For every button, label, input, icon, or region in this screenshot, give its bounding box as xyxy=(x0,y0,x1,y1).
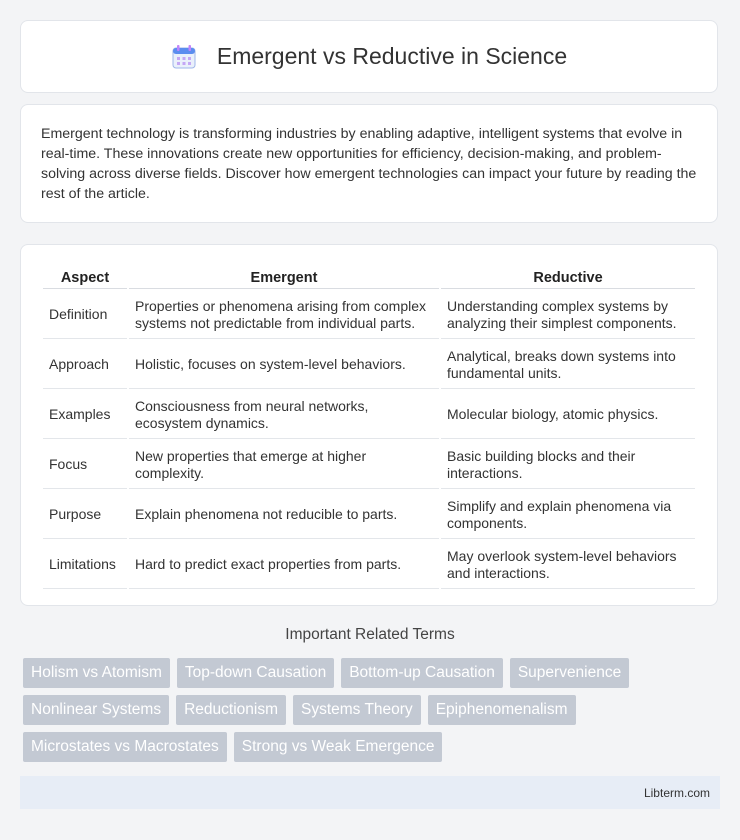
footer xyxy=(20,776,720,809)
reductive-cell: Understanding complex systems by analyzing their simplest components. xyxy=(441,291,695,339)
table-header-row xyxy=(43,267,695,289)
calendar-icon xyxy=(171,44,197,70)
term-tag[interactable]: Bottom-up Causation xyxy=(341,658,503,688)
emergent-cell: New properties that emerge at higher complexity. xyxy=(129,441,439,489)
term-tag[interactable]: Epiphenomenalism xyxy=(428,695,576,725)
reductive-cell: Basic building blocks and their interactions. xyxy=(441,441,695,489)
table-row xyxy=(43,441,695,489)
related-terms-list xyxy=(23,658,723,762)
emergent-cell: Explain phenomena not reducible to parts. xyxy=(129,491,439,539)
reductive-cell: May overlook system-level behaviors and interactions. xyxy=(441,541,695,589)
header-emergent: Emergent xyxy=(129,267,439,289)
comparison-table xyxy=(41,265,697,591)
term-tag[interactable]: Supervenience xyxy=(510,658,629,688)
title-card xyxy=(20,20,718,93)
intro-card xyxy=(20,104,718,223)
aspect-cell: Focus xyxy=(43,441,127,489)
emergent-cell: Properties or phenomena arising from complex systems not predictable from individual parts. xyxy=(129,291,439,339)
table-row xyxy=(43,541,695,589)
related-terms-heading: Important Related Terms xyxy=(285,626,455,643)
header-reductive: Reductive xyxy=(441,267,695,289)
aspect-cell: Purpose xyxy=(43,491,127,539)
reductive-cell: Analytical, breaks down systems into fundamental units. xyxy=(441,341,695,389)
term-tag[interactable]: Systems Theory xyxy=(293,695,421,725)
emergent-cell: Consciousness from neural networks, ecosystem dynamics. xyxy=(129,391,439,439)
comparison-card xyxy=(20,244,718,606)
term-tag[interactable]: Top-down Causation xyxy=(177,658,334,688)
table-row xyxy=(43,491,695,539)
term-tag[interactable]: Strong vs Weak Emergence xyxy=(234,732,443,762)
aspect-cell: Limitations xyxy=(43,541,127,589)
footer-site-link[interactable]: Libterm.com xyxy=(643,785,710,800)
header-aspect: Aspect xyxy=(43,267,127,289)
page-title: Emergent vs Reductive in Science xyxy=(216,43,568,69)
table-row xyxy=(43,391,695,439)
aspect-cell: Approach xyxy=(43,341,127,389)
table-row xyxy=(43,291,695,339)
table-row xyxy=(43,341,695,389)
term-tag[interactable]: Microstates vs Macrostates xyxy=(23,732,227,762)
reductive-cell: Simplify and explain phenomena via components. xyxy=(441,491,695,539)
term-tag[interactable]: Holism vs Atomism xyxy=(23,658,170,688)
emergent-cell: Holistic, focuses on system-level behaviors. xyxy=(129,341,439,389)
aspect-cell: Examples xyxy=(43,391,127,439)
emergent-cell: Hard to predict exact properties from parts. xyxy=(129,541,439,589)
aspect-cell: Definition xyxy=(43,291,127,339)
intro-text: Emergent technology is transforming industries by enabling adaptive, intelligent systems that evolve in real-time. These innovations create new opportunities for efficiency, decision-making, and problem-solving across diverse fields. Discover how emergent technologies can impact your future by reading the rest of the article. xyxy=(41,126,697,202)
reductive-cell: Molecular biology, atomic physics. xyxy=(441,391,695,439)
term-tag[interactable]: Nonlinear Systems xyxy=(23,695,169,725)
term-tag[interactable]: Reductionism xyxy=(176,695,286,725)
